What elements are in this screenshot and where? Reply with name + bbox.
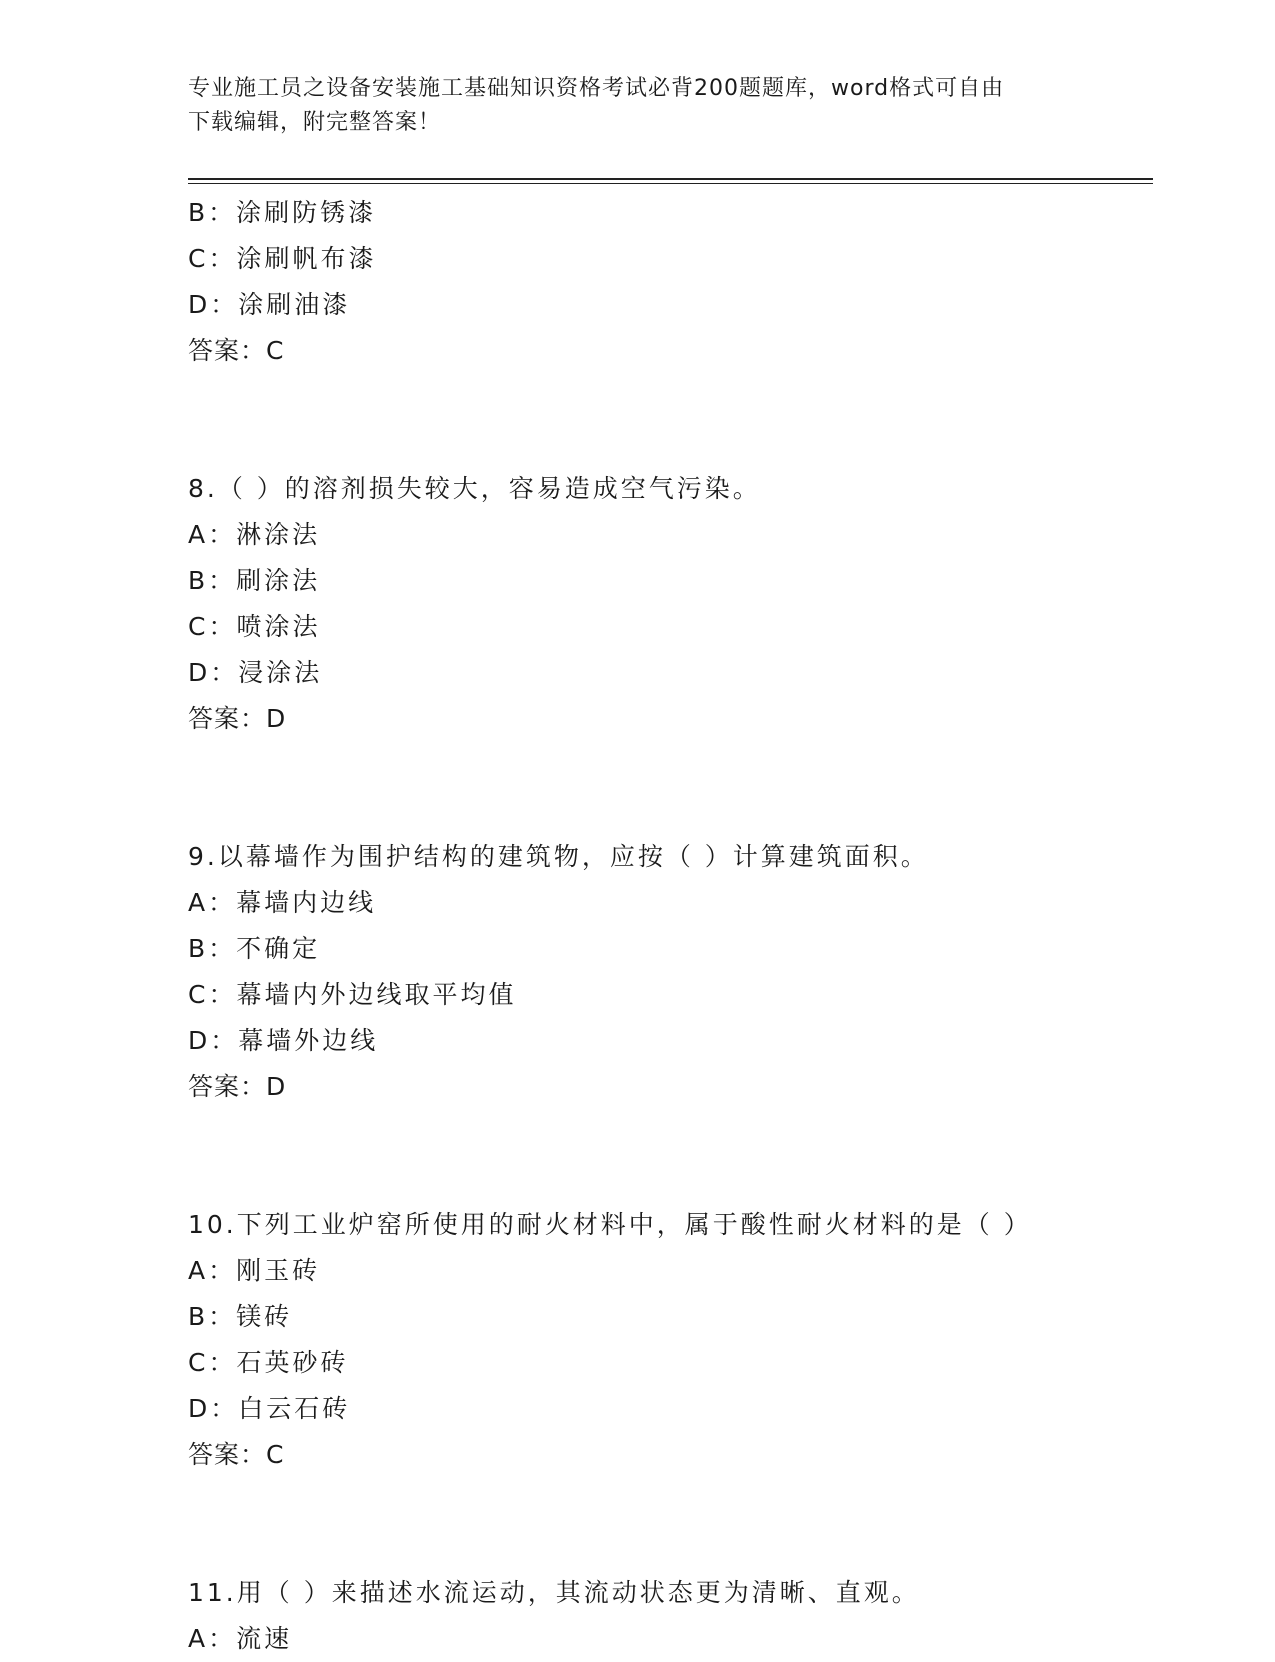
answer-line: 答案：C bbox=[188, 336, 285, 365]
spacer bbox=[188, 742, 1153, 834]
question-8 bbox=[188, 466, 1153, 742]
option-a: A：幕墙内边线 bbox=[188, 888, 377, 917]
header-title-line-1: 专业施工员之设备安装施工基础知识资格考试必背200题题库，word格式可自由 bbox=[188, 76, 1005, 101]
option-b: B：涂刷防锈漆 bbox=[188, 198, 377, 227]
option-a: A：淋涂法 bbox=[188, 520, 321, 549]
question-9 bbox=[188, 834, 1153, 1110]
answer-line: 答案：D bbox=[188, 1072, 287, 1101]
question-stem: 10.下列工业炉窑所使用的耐火材料中，属于酸性耐火材料的是（ ） bbox=[188, 1210, 1032, 1239]
option-a: A：刚玉砖 bbox=[188, 1256, 321, 1285]
question-11 bbox=[188, 1570, 1153, 1662]
question-list bbox=[188, 190, 1153, 1662]
option-d: D：白云石砖 bbox=[188, 1394, 351, 1423]
option-d: D：幕墙外边线 bbox=[188, 1026, 379, 1055]
header-divider-thick bbox=[188, 178, 1153, 180]
answer-line: 答案：D bbox=[188, 704, 287, 733]
option-b: B：镁砖 bbox=[188, 1302, 293, 1331]
option-c: C：石英砂砖 bbox=[188, 1348, 349, 1377]
option-d: D：浸涂法 bbox=[188, 658, 323, 687]
question-7-continued bbox=[188, 190, 1153, 374]
option-b: B：不确定 bbox=[188, 934, 321, 963]
spacer bbox=[188, 1110, 1153, 1202]
spacer bbox=[188, 374, 1153, 466]
question-stem: 11.用（ ）来描述水流运动，其流动状态更为清晰、直观。 bbox=[188, 1578, 920, 1607]
option-c: C：幕墙内外边线取平均值 bbox=[188, 980, 517, 1009]
question-10 bbox=[188, 1202, 1153, 1478]
question-stem: 8.（ ）的溶剂损失较大，容易造成空气污染。 bbox=[188, 474, 761, 503]
option-c: C：喷涂法 bbox=[188, 612, 321, 641]
option-d: D：涂刷油漆 bbox=[188, 290, 351, 319]
option-c: C：涂刷帆布漆 bbox=[188, 244, 377, 273]
document-header bbox=[188, 72, 1068, 140]
header-divider-thin bbox=[188, 183, 1153, 184]
answer-line: 答案：C bbox=[188, 1440, 285, 1469]
option-a: A：流速 bbox=[188, 1624, 293, 1653]
option-b: B：刷涂法 bbox=[188, 566, 321, 595]
header-title-line-2: 下载编辑，附完整答案！ bbox=[188, 110, 442, 135]
spacer bbox=[188, 1478, 1153, 1570]
question-stem: 9.以幕墙作为围护结构的建筑物，应按（ ）计算建筑面积。 bbox=[188, 842, 929, 871]
